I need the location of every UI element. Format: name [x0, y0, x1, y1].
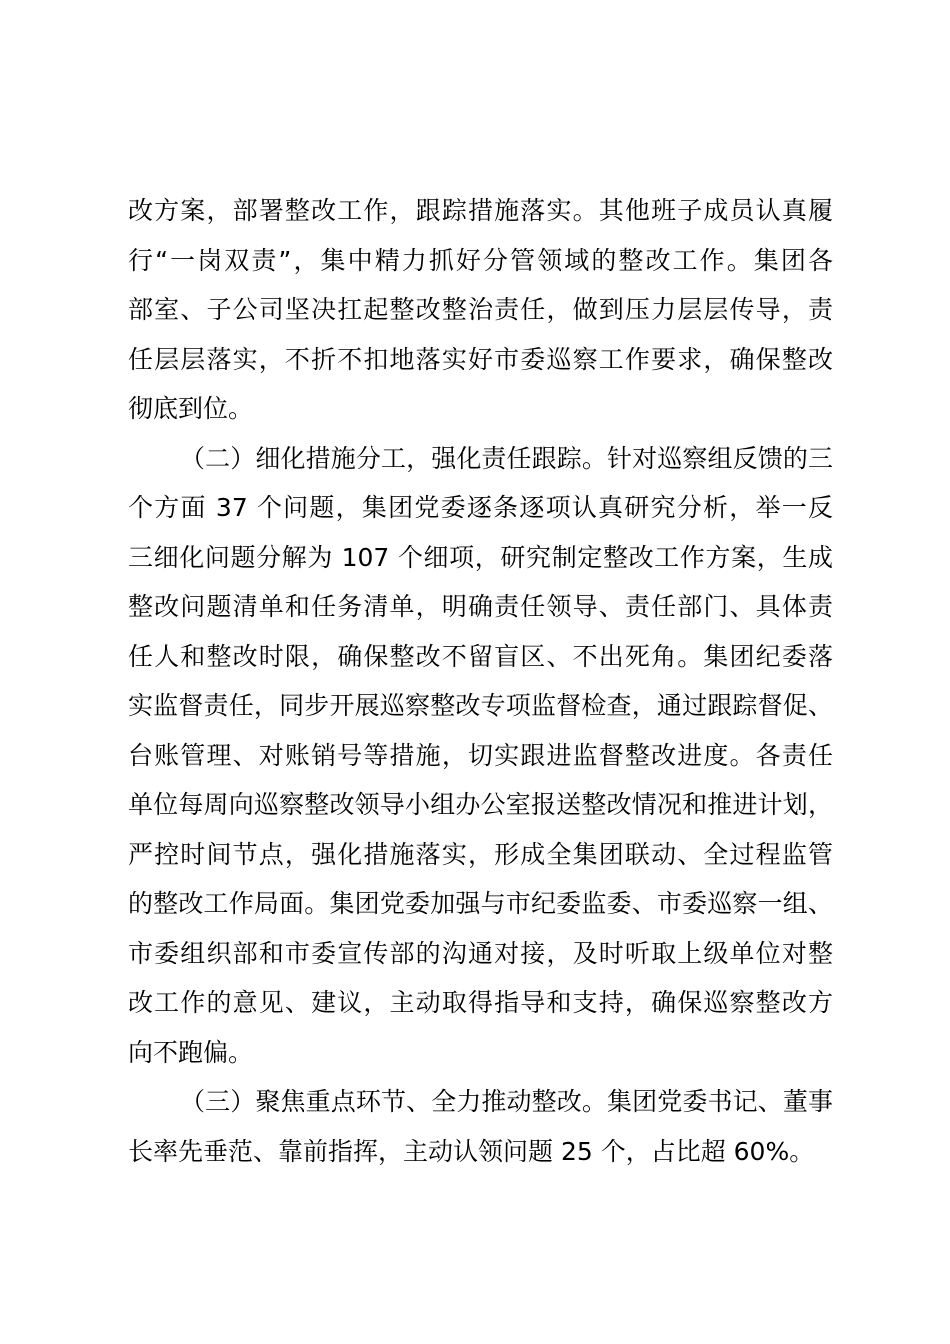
paragraph-1-line: 改方案，部署整改工作，跟踪措施落实。其他班子成员认真履: [128, 196, 833, 225]
body-text: [128, 186, 833, 1176]
paragraph-2-line: 整改问题清单和任务清单，明确责任领导、责任部门、具体责: [128, 592, 833, 621]
paragraph-2-line: 单位每周向巡察整改领导小组办公室报送整改情况和推进计划，: [128, 790, 833, 819]
paragraph-2-heading-line: （二）细化措施分工，强化责任跟踪。针对巡察组反馈的三: [180, 443, 833, 473]
paragraph-2-line: 严控时间节点，强化措施落实，形成全集团联动、全过程监管: [128, 839, 833, 869]
paragraph-3-line: 长率先垂范、靠前指挥，主动认领问题 25 个，占比超 60%。: [128, 1136, 815, 1166]
paragraph-1-line: 行“一岗双责”，集中精力抓好分管领域的整改工作。集团各: [128, 245, 833, 275]
paragraph-2-line: 三细化问题分解为 107 个细项，研究制定整改工作方案，生成: [128, 542, 833, 572]
paragraph-1-line: 彻底到位。: [128, 394, 254, 423]
paragraph-2-line: 向不跑偏。: [128, 1037, 254, 1067]
paragraph-3-heading-line: （三）聚焦重点环节、全力推动整改。集团党委书记、董事: [180, 1087, 833, 1116]
paragraph-2-line: 改工作的意见、建议，主动取得指导和支持，确保巡察整改方: [128, 988, 833, 1017]
paragraph-2-line: 的整改工作局面。集团党委加强与市纪委监委、市委巡察一组、: [128, 889, 833, 918]
paragraph-2-line: 市委组织部和市委宣传部的沟通对接，及时听取上级单位对整: [128, 938, 833, 968]
paragraph-2-line: 任人和整改时限，确保整改不留盲区、不出死角。集团纪委落: [128, 641, 833, 671]
paragraph-1-line: 任层层落实，不折不扣地落实好市委巡察工作要求，确保整改: [128, 344, 833, 374]
paragraph-1-line: 部室、子公司坚决扛起整改整治责任，做到压力层层传导，责: [128, 295, 833, 324]
paragraph-2-line: 个方面 37 个问题，集团党委逐条逐项认真研究分析，举一反: [128, 493, 833, 522]
paragraph-2-line: 台账管理、对账销号等措施，切实跟进监督整改进度。各责任: [128, 740, 833, 770]
paragraph-2-line: 实监督责任，同步开展巡察整改专项监督检查，通过跟踪督促、: [128, 691, 833, 720]
